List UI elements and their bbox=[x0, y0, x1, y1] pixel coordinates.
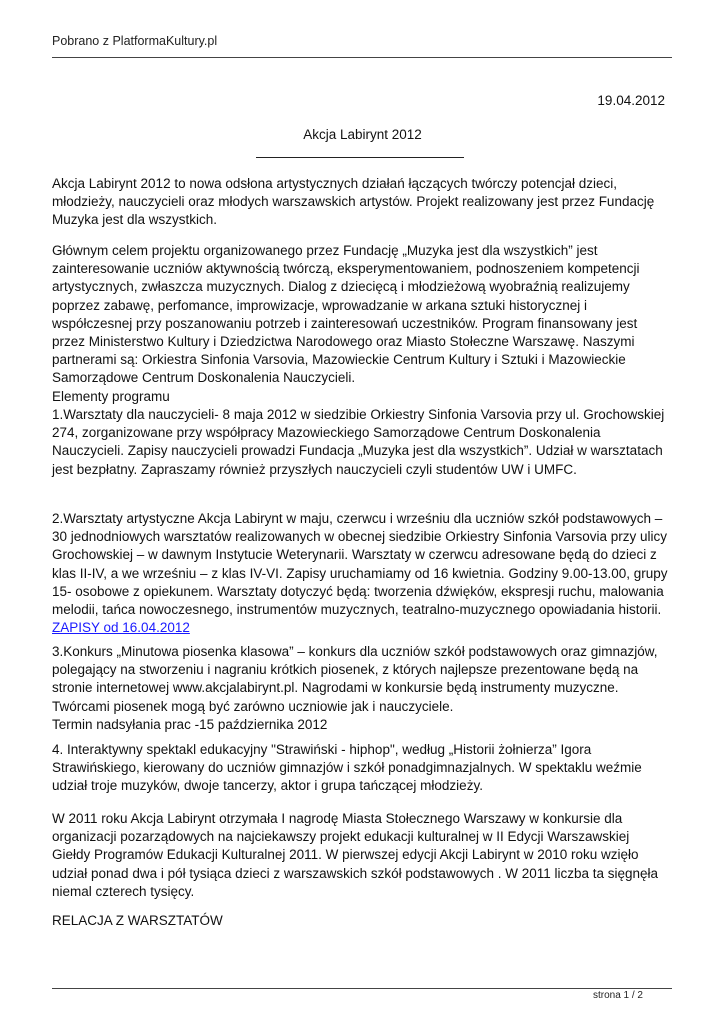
footer-divider bbox=[52, 988, 672, 989]
site-name: Pobrano z PlatformaKultury.pl bbox=[52, 34, 218, 48]
paragraph-program-item-4: 4. Interaktywny spektakl edukacyjny "Strawiński - hiphop", według „Historii żołnierza” Igora Strawińskiego, kierowany do uczniów gimnazjów i szkół ponadgimnazjalnych. W spektaklu weźmie udział troje muzyków, dwoje tancerzy, aktor i grupa tańczącej młodzieży. bbox=[52, 742, 642, 794]
page-number: strona 1 / 2 bbox=[592, 990, 643, 1001]
title-underline bbox=[256, 157, 464, 158]
submission-deadline: Termin nadsyłania prac -15 października 2012 bbox=[52, 716, 328, 732]
section-heading-program: Elementy programu bbox=[52, 389, 170, 404]
paragraph-goals: Głównym celem projektu organizowanego przez Fundację „Muzyka jest dla wszystkich” jest zainteresowanie uczniów aktywnością twórczą, eksperymentowaniem, podnoszeniem kompetencji artystycznych, zwłaszcza muzycznych. Dialog z dziecięcą i młodzieżową wyobraźnią realizujemy poprzez zabawę, perfomance, improwizacje, wprowadzanie w arkana sztuki historycznej i współczesnej przy poszanowaniu potrzeb i zainteresowań uczestników. Program finansowany jest przez Ministerstwo Kultury i Dziedzictwa Narodowego oraz Miasto Stołeczne Warszawę. Naszymi partnerami są: Orkiestra Sinfonia Varsovia, Mazowieckie Centrum Kultury i Sztuki i Mazowieckie Samorządowe Centrum Doskonalenia Nauczycieli. bbox=[52, 243, 640, 386]
program-item-2-text: 2.Warsztaty artystyczne Akcja Labirynt w maju, czerwcu i wrześniu dla uczniów szkół podstawowych – 30 jednodniowych warsztatów realizowanych w obecnej siedzibie Orkiestry Sinfonia Varsovia przy ulicy Grochowskiej – w dawnym Instytucie Weterynarii. Warsztaty w czerwcu adresowane będą do dzieci z klas II-IV, a we wrześniu – z klas IV-VI. Zapisy uruchamiamy od 16 kwietnia. Godziny 9.00-13.00, grupy 15- osobowe z opiekunem. Warsztaty dotyczyć będą: tworzenia dźwięków, ekspresji ruchu, malowania melodii, tańca nowoczesnego, instrumentów muzycznych, teatralno-muzycznego opowiadania historii. bbox=[52, 511, 668, 618]
workshop-report-heading: RELACJA Z WARSZTATÓW bbox=[52, 913, 223, 928]
document-date: 19.04.2012 bbox=[597, 93, 665, 108]
paragraph-program-item-3 bbox=[52, 643, 670, 734]
registration-link[interactable]: ZAPISY od 16.04.2012 bbox=[52, 620, 190, 636]
paragraph-history: W 2011 roku Akcja Labirynt otrzymała I nagrodę Miasta Stołecznego Warszawy w konkursie dla organizacji pozarządowych na najciekawszy projekt edukacji kulturalnej w II Edycji Warszawskiej Giełdy Programów Edukacji Kulturalnej 2011. W pierwszej edycji Akcji Labirynt w 2010 roku wzięło udział ponad dwa i pół tysiąca dzieci z warszawskich szkół podstawowych . W 2011 liczba ta sięgnęła niemal czterech tysięcy. bbox=[52, 811, 659, 899]
paragraph-program-item-2 bbox=[52, 510, 670, 637]
document-title: Akcja Labirynt 2012 bbox=[303, 127, 422, 142]
program-item-3-text: 3.Konkurs „Minutowa piosenka klasowa” – konkurs dla uczniów szkół podstawowych oraz gimnazjów, polegający na stworzeniu i nagraniu krótkich piosenek, z których najlepsze prezentowane będą na stronie internetowej www.akcjalabirynt.pl. Nagrodami w konkursie będą instrumenty muzyczne. Twórcami piosenek mogą być zarówno uczniowie jak i nauczyciele. bbox=[52, 644, 658, 714]
page-header bbox=[52, 34, 672, 58]
paragraph-program-item-1: 1.Warsztaty dla nauczycieli- 8 maja 2012 w siedzibie Orkiestry Sinfonia Varsovia przy ul. Grochowskiej 274, zorganizowane przy współpracy Mazowieckiego Samorządowe Centrum Doskonalenia Nauczycieli. Zapisy nauczycieli prowadzi Fundacja „Muzyka jest dla wszystkich”. Udział w warsztatach jest bezpłatny. Zapraszamy również przyszłych nauczycieli czyli studentów UW i UMFC. bbox=[52, 407, 665, 477]
paragraph-intro: Akcja Labirynt 2012 to nowa odsłona artystycznych działań łączących twórczy potencjał dzieci, młodzieży, nauczycieli oraz młodych warszawskich artystów. Projekt realizowany jest przez Fundację Muzyka jest dla wszystkich. bbox=[52, 176, 655, 228]
